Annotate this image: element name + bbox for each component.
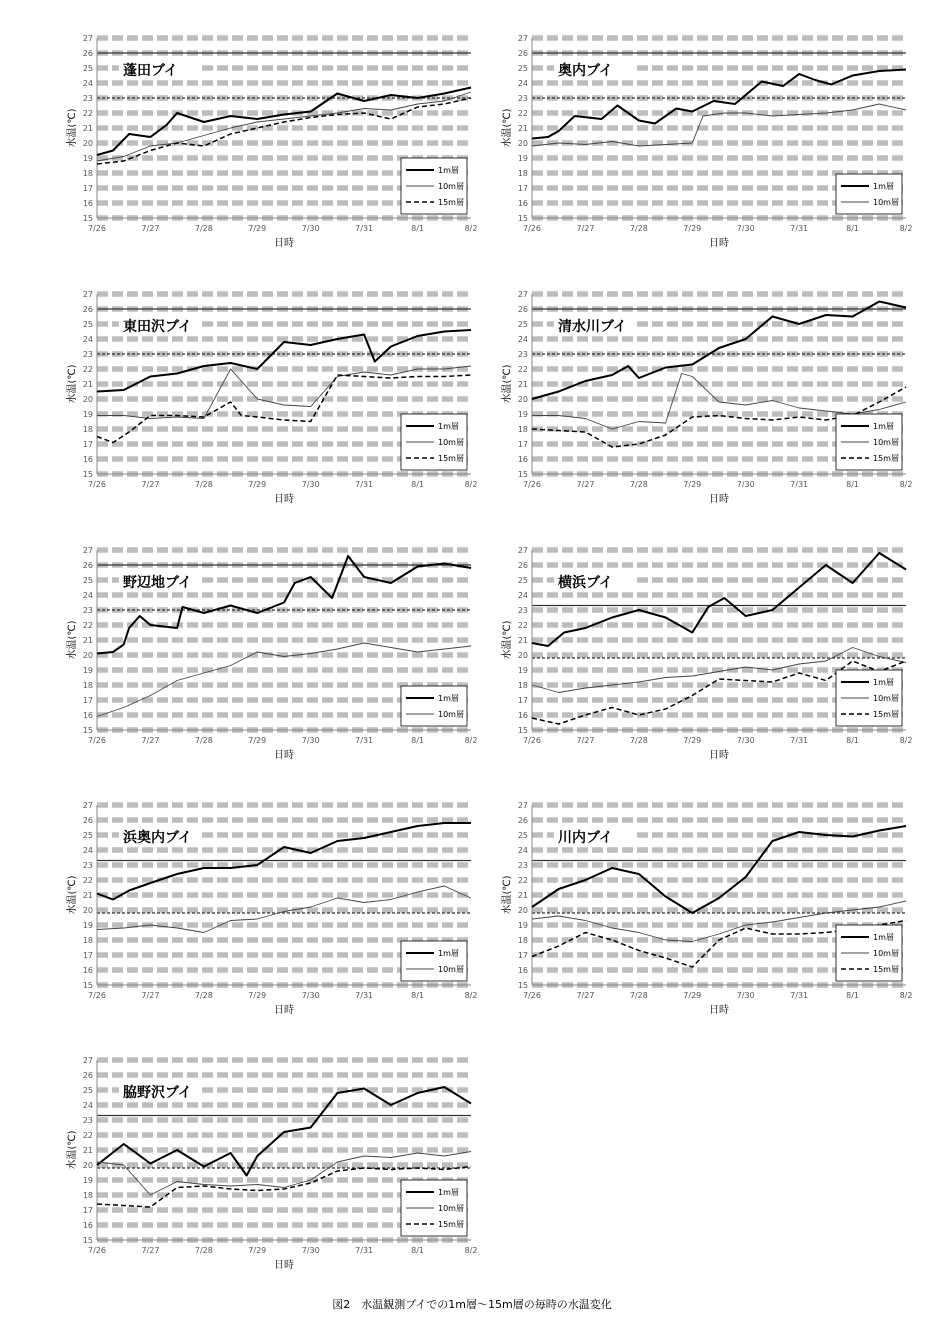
y-tick-label: 17	[517, 184, 528, 193]
y-tick-label: 27	[517, 801, 528, 810]
y-tick-label: 16	[82, 711, 93, 720]
x-axis-label: 日時	[274, 1005, 294, 1016]
y-tick-label: 15	[517, 981, 528, 990]
y-tick-label: 17	[517, 440, 528, 449]
y-tick-label: 21	[517, 891, 528, 900]
x-tick-label: 7/31	[790, 224, 809, 233]
y-tick-label: 23	[517, 606, 528, 615]
legend-label: 15m層	[438, 454, 464, 463]
x-tick-label: 7/31	[790, 736, 809, 745]
chart-title: 清水川ブイ	[558, 319, 627, 335]
y-tick-label: 20	[82, 906, 93, 915]
x-tick-label: 7/27	[141, 991, 160, 1000]
legend-label: 1m層	[873, 678, 894, 687]
y-tick-label: 19	[82, 154, 93, 163]
y-tick-label: 20	[517, 139, 528, 148]
y-tick-label: 27	[82, 290, 93, 299]
series-line	[97, 366, 471, 419]
legend-label: 1m層	[438, 166, 459, 175]
x-tick-label: 7/26	[88, 1246, 106, 1255]
y-tick-label: 24	[517, 335, 528, 344]
y-tick-label: 18	[82, 1191, 93, 1200]
y-axis-label: 水温(℃)	[67, 875, 78, 915]
y-tick-label: 23	[517, 861, 528, 870]
x-tick-label: 7/30	[736, 991, 755, 1000]
x-tick-label: 7/27	[141, 1246, 160, 1255]
x-tick-label: 7/31	[790, 480, 809, 489]
y-tick-label: 15	[82, 1236, 93, 1245]
x-tick-label: 7/29	[248, 991, 267, 1000]
x-tick-label: 7/26	[523, 991, 541, 1000]
x-tick-label: 7/26	[523, 480, 541, 489]
x-tick-label: 7/27	[576, 224, 595, 233]
x-tick-label: 7/27	[141, 736, 160, 745]
legend-label: 10m層	[438, 965, 464, 974]
y-tick-label: 21	[82, 891, 93, 900]
y-axis-label: 水温(℃)	[67, 108, 78, 148]
y-tick-label: 16	[82, 1221, 93, 1230]
y-tick-label: 20	[82, 1161, 93, 1170]
x-tick-label: 7/28	[194, 991, 213, 1000]
chart-panel	[500, 34, 912, 249]
legend-box	[401, 941, 467, 981]
y-tick-label: 22	[517, 109, 528, 118]
x-tick-label: 8/2	[464, 736, 478, 745]
x-tick-label: 7/29	[248, 1246, 267, 1255]
y-tick-label: 23	[82, 1116, 93, 1125]
x-tick-label: 8/1	[411, 224, 425, 233]
y-tick-label: 17	[82, 1206, 93, 1215]
y-tick-label: 26	[517, 49, 528, 58]
x-tick-label: 7/27	[141, 224, 160, 233]
y-tick-label: 24	[517, 846, 528, 855]
y-tick-label: 17	[82, 440, 93, 449]
x-tick-label: 7/29	[683, 224, 702, 233]
y-tick-label: 18	[82, 425, 93, 434]
chart-panel	[500, 801, 912, 1016]
y-tick-label: 25	[82, 1086, 93, 1095]
y-tick-label: 16	[517, 966, 528, 975]
y-tick-label: 17	[517, 951, 528, 960]
x-tick-label: 8/2	[899, 480, 913, 489]
y-tick-label: 22	[82, 109, 93, 118]
y-tick-label: 18	[517, 936, 528, 945]
legend-label: 15m層	[873, 710, 899, 719]
legend-label: 10m層	[873, 694, 899, 703]
y-axis-label: 水温(℃)	[502, 875, 513, 915]
legend-label: 10m層	[873, 949, 899, 958]
chart-panel	[65, 546, 477, 761]
chart-panel	[500, 546, 912, 761]
y-tick-label: 26	[82, 49, 93, 58]
y-tick-label: 19	[82, 410, 93, 419]
x-axis-label: 日時	[709, 494, 729, 505]
y-axis-label: 水温(℃)	[67, 620, 78, 660]
y-tick-label: 24	[82, 79, 93, 88]
x-tick-label: 7/29	[683, 480, 702, 489]
x-tick-label: 7/27	[141, 480, 160, 489]
x-tick-label: 7/30	[736, 480, 755, 489]
y-tick-label: 27	[517, 546, 528, 555]
x-tick-label: 8/1	[846, 991, 860, 1000]
chart-panel	[500, 290, 912, 505]
y-tick-label: 22	[517, 876, 528, 885]
x-tick-label: 7/26	[88, 480, 106, 489]
y-tick-label: 26	[82, 561, 93, 570]
x-tick-label: 8/1	[411, 991, 425, 1000]
y-tick-label: 25	[82, 64, 93, 73]
x-axis-label: 日時	[274, 750, 294, 761]
legend-label: 10m層	[438, 710, 464, 719]
x-tick-label: 7/30	[301, 224, 320, 233]
y-tick-label: 23	[82, 606, 93, 615]
y-tick-label: 21	[82, 1146, 93, 1155]
y-tick-label: 15	[517, 470, 528, 479]
chart-title: 川内ブイ	[558, 830, 613, 846]
y-tick-label: 20	[82, 395, 93, 404]
y-tick-label: 20	[517, 395, 528, 404]
x-tick-label: 8/2	[464, 480, 478, 489]
chart-title: 浜奥内ブイ	[123, 830, 192, 846]
y-tick-label: 25	[517, 576, 528, 585]
y-tick-label: 20	[82, 139, 93, 148]
y-axis-label: 水温(℃)	[502, 364, 513, 404]
y-tick-label: 23	[517, 350, 528, 359]
y-tick-label: 19	[517, 154, 528, 163]
x-tick-label: 7/31	[355, 736, 374, 745]
y-tick-label: 23	[82, 94, 93, 103]
y-tick-label: 27	[82, 801, 93, 810]
x-tick-label: 8/1	[411, 1246, 425, 1255]
y-tick-label: 21	[517, 124, 528, 133]
y-tick-label: 25	[517, 64, 528, 73]
y-tick-label: 26	[517, 561, 528, 570]
x-tick-label: 8/2	[464, 224, 478, 233]
x-tick-label: 7/28	[194, 736, 213, 745]
y-tick-label: 25	[82, 576, 93, 585]
x-axis-label: 日時	[274, 1260, 294, 1271]
legend-label: 1m層	[438, 1188, 459, 1197]
x-tick-label: 8/2	[899, 736, 913, 745]
legend-label: 10m層	[438, 1204, 464, 1213]
x-tick-label: 7/30	[736, 224, 755, 233]
y-tick-label: 15	[517, 214, 528, 223]
y-tick-label: 15	[517, 726, 528, 735]
y-tick-label: 17	[82, 951, 93, 960]
x-tick-label: 7/30	[301, 480, 320, 489]
y-tick-label: 18	[517, 681, 528, 690]
x-tick-label: 8/2	[464, 991, 478, 1000]
x-tick-label: 7/26	[88, 736, 106, 745]
y-tick-label: 19	[82, 666, 93, 675]
x-tick-label: 8/1	[846, 480, 860, 489]
x-tick-label: 8/1	[411, 736, 425, 745]
legend-label: 10m層	[873, 198, 899, 207]
chart-title: 蓬田ブイ	[123, 63, 178, 79]
x-tick-label: 8/2	[899, 224, 913, 233]
x-axis-label: 日時	[709, 1005, 729, 1016]
y-tick-label: 20	[517, 906, 528, 915]
x-tick-label: 7/29	[683, 991, 702, 1000]
y-tick-label: 19	[517, 666, 528, 675]
x-tick-label: 7/28	[629, 736, 648, 745]
y-tick-label: 18	[82, 681, 93, 690]
y-tick-label: 21	[82, 124, 93, 133]
chart-title: 東田沢ブイ	[123, 319, 192, 335]
y-axis-label: 水温(℃)	[67, 364, 78, 404]
x-tick-label: 7/31	[355, 480, 374, 489]
x-tick-label: 7/28	[629, 991, 648, 1000]
y-tick-label: 25	[82, 831, 93, 840]
x-tick-label: 7/31	[355, 224, 374, 233]
y-tick-label: 18	[517, 425, 528, 434]
y-tick-label: 18	[517, 169, 528, 178]
legend-label: 15m層	[873, 965, 899, 974]
y-tick-label: 22	[82, 1131, 93, 1140]
x-tick-label: 7/31	[790, 991, 809, 1000]
x-tick-label: 7/26	[523, 224, 541, 233]
series-line	[97, 98, 471, 164]
y-tick-label: 20	[517, 651, 528, 660]
y-tick-label: 16	[82, 455, 93, 464]
x-tick-label: 7/28	[194, 1246, 213, 1255]
y-tick-label: 21	[517, 636, 528, 645]
legend-label: 1m層	[873, 182, 894, 191]
x-tick-label: 8/2	[899, 991, 913, 1000]
x-tick-label: 7/31	[355, 991, 374, 1000]
y-tick-label: 21	[82, 636, 93, 645]
y-tick-label: 26	[517, 816, 528, 825]
y-tick-label: 26	[517, 305, 528, 314]
x-tick-label: 7/26	[523, 736, 541, 745]
y-tick-label: 23	[82, 861, 93, 870]
y-tick-label: 21	[517, 380, 528, 389]
chart-title: 横浜ブイ	[558, 575, 613, 591]
chart-title: 脇野沢ブイ	[123, 1085, 192, 1101]
x-tick-label: 8/2	[464, 1246, 478, 1255]
x-tick-label: 7/30	[301, 736, 320, 745]
x-tick-label: 7/27	[576, 480, 595, 489]
y-tick-label: 23	[82, 350, 93, 359]
y-axis-label: 水温(℃)	[502, 620, 513, 660]
x-tick-label: 8/1	[411, 480, 425, 489]
y-tick-label: 16	[517, 455, 528, 464]
y-tick-label: 17	[82, 696, 93, 705]
chart-panel	[65, 1056, 477, 1271]
x-tick-label: 7/30	[301, 991, 320, 1000]
y-tick-label: 15	[82, 981, 93, 990]
legend-label: 1m層	[873, 933, 894, 942]
y-tick-label: 25	[517, 320, 528, 329]
y-tick-label: 24	[82, 591, 93, 600]
x-tick-label: 7/31	[355, 1246, 374, 1255]
figure-caption: 図2 水温観測ブイでの1m層～15m層の毎時の水温変化	[332, 1298, 612, 1311]
chart-title: 奥内ブイ	[558, 63, 613, 79]
y-tick-label: 21	[82, 380, 93, 389]
y-tick-label: 19	[82, 921, 93, 930]
x-tick-label: 7/28	[194, 480, 213, 489]
y-tick-label: 25	[517, 831, 528, 840]
y-tick-label: 27	[82, 1056, 93, 1065]
chart-title: 野辺地ブイ	[123, 575, 192, 591]
x-tick-label: 7/29	[683, 736, 702, 745]
y-tick-label: 22	[517, 365, 528, 374]
y-tick-label: 19	[517, 921, 528, 930]
y-tick-label: 23	[517, 94, 528, 103]
y-tick-label: 27	[517, 290, 528, 299]
y-tick-label: 26	[82, 305, 93, 314]
legend-label: 10m層	[438, 182, 464, 191]
legend-label: 15m層	[438, 1220, 464, 1229]
y-tick-label: 22	[517, 621, 528, 630]
x-axis-label: 日時	[709, 750, 729, 761]
x-tick-label: 7/30	[736, 736, 755, 745]
x-tick-label: 7/26	[88, 224, 106, 233]
y-tick-label: 27	[82, 34, 93, 43]
x-axis-label: 日時	[274, 494, 294, 505]
x-tick-label: 8/1	[846, 224, 860, 233]
y-axis-label: 水温(℃)	[67, 1130, 78, 1170]
y-tick-label: 15	[82, 214, 93, 223]
x-tick-label: 7/28	[629, 480, 648, 489]
y-tick-label: 24	[517, 79, 528, 88]
chart-panel	[65, 290, 477, 505]
legend-box	[836, 174, 902, 214]
x-tick-label: 7/29	[248, 224, 267, 233]
y-tick-label: 22	[82, 621, 93, 630]
y-tick-label: 24	[82, 335, 93, 344]
y-tick-label: 16	[82, 966, 93, 975]
x-tick-label: 8/1	[846, 736, 860, 745]
y-axis-label: 水温(℃)	[502, 108, 513, 148]
x-tick-label: 7/30	[301, 1246, 320, 1255]
y-tick-label: 15	[82, 470, 93, 479]
y-tick-label: 22	[82, 365, 93, 374]
legend-label: 10m層	[438, 438, 464, 447]
legend-label: 1m層	[438, 949, 459, 958]
y-tick-label: 26	[82, 1071, 93, 1080]
y-tick-label: 24	[82, 1101, 93, 1110]
legend-label: 1m層	[438, 422, 459, 431]
y-tick-label: 19	[82, 1176, 93, 1185]
y-tick-label: 22	[82, 876, 93, 885]
y-tick-label: 16	[517, 711, 528, 720]
y-tick-label: 17	[82, 184, 93, 193]
y-tick-label: 19	[517, 410, 528, 419]
legend-label: 1m層	[438, 694, 459, 703]
y-tick-label: 15	[82, 726, 93, 735]
x-tick-label: 7/28	[629, 224, 648, 233]
y-tick-label: 26	[82, 816, 93, 825]
x-tick-label: 7/26	[88, 991, 106, 1000]
x-tick-label: 7/29	[248, 480, 267, 489]
y-tick-label: 25	[82, 320, 93, 329]
x-tick-label: 7/29	[248, 736, 267, 745]
legend-box	[401, 686, 467, 726]
y-tick-label: 24	[517, 591, 528, 600]
legend-label: 15m層	[873, 454, 899, 463]
legend-label: 1m層	[873, 422, 894, 431]
y-tick-label: 16	[82, 199, 93, 208]
y-tick-label: 24	[82, 846, 93, 855]
legend-label: 15m層	[438, 198, 464, 207]
x-axis-label: 日時	[274, 238, 294, 249]
y-tick-label: 16	[517, 199, 528, 208]
x-tick-label: 7/27	[576, 736, 595, 745]
x-axis-label: 日時	[709, 238, 729, 249]
y-tick-label: 17	[517, 696, 528, 705]
x-tick-label: 7/28	[194, 224, 213, 233]
y-tick-label: 18	[82, 169, 93, 178]
chart-panel	[65, 801, 477, 1016]
y-tick-label: 27	[517, 34, 528, 43]
y-tick-label: 18	[82, 936, 93, 945]
chart-panel	[65, 34, 477, 249]
y-tick-label: 27	[82, 546, 93, 555]
legend-label: 10m層	[873, 438, 899, 447]
y-tick-label: 20	[82, 651, 93, 660]
x-tick-label: 7/27	[576, 991, 595, 1000]
